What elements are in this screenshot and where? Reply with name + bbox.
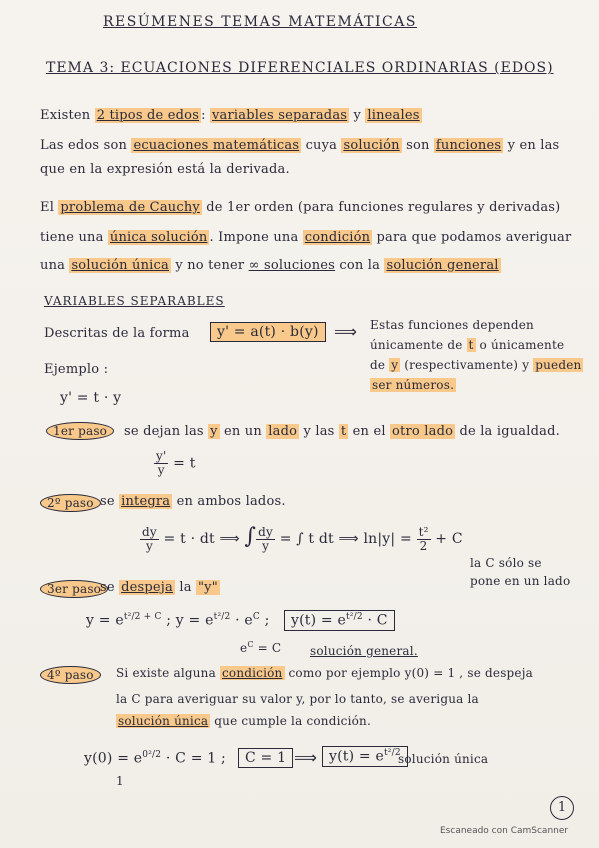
- step-4-text-3: solución única que cumple la condición.: [118, 714, 371, 728]
- form-description: Descritas de la forma: [44, 326, 190, 341]
- example-label: Ejemplo :: [44, 362, 109, 377]
- cauchy-line-1: El problema de Cauchy de 1er orden (para funciones regulares y derivadas): [40, 200, 561, 215]
- step-3-ec: $e^C = C$: [240, 640, 282, 655]
- cauchy-line-3: una solución única y no tener ∞ soluciones con la solución general: [40, 258, 499, 273]
- general-solution-box: $y(t) = e^{t^2/2} \cdot C$: [284, 610, 395, 631]
- implies-arrow: ⟹: [334, 322, 358, 341]
- page-title: RESÚMENES TEMAS MATEMÁTICAS: [103, 14, 417, 30]
- step-4-one: 1: [116, 774, 124, 788]
- step-2-note-2: pone en un lado: [470, 574, 571, 588]
- note-line-2: únicamente de t o únicamente: [370, 338, 565, 352]
- step-4-text-2: la C para averiguar su valor y, por lo tanto, se averigua la: [116, 692, 479, 706]
- step-3-equation: $y = e^{t^2/2 + C}$ ; $y = e^{t^2/2} \cdot e^C$ ;: [86, 612, 270, 629]
- step-3-label: 3er paso: [40, 580, 108, 598]
- unique-solution-label: solución única: [398, 752, 489, 766]
- intro-line-3: que en la expresión está la derivada.: [40, 162, 290, 177]
- step-4-label: 4º paso: [40, 666, 101, 684]
- step-4-arrow: ⟹: [294, 748, 318, 767]
- step-2-note-1: la C sólo se: [470, 556, 542, 570]
- general-solution-label: solución general.: [310, 644, 418, 658]
- unique-solution-box: $y(t) = e^{t^2/2}$: [322, 746, 408, 767]
- constant-box: C = 1: [238, 748, 293, 768]
- step-3-text: se despeja la "y": [100, 580, 218, 595]
- cauchy-line-2: tiene una única solución . Impone una condición para que podamos averiguar: [40, 230, 572, 245]
- note-line-3: de y (respectivamente) y pueden: [370, 358, 582, 372]
- page-number: 1: [550, 796, 574, 820]
- step-2-equation: $\frac{dy}{y}$ = t · dt ⟹ ∫ $\frac{dy}{y}$ = ∫ t dt ⟹ ln|y| = $\frac{\text{t²}}{2}$ + C: [142, 524, 463, 553]
- section-heading: VARIABLES SEPARABLES: [44, 294, 225, 308]
- note-line-1: Estas funciones dependen: [370, 318, 534, 332]
- topic-title: TEMA 3: ECUACIONES DIFERENCIALES ORDINARIAS (EDOS): [46, 60, 554, 76]
- intro-line-2: Las edos son ecuaciones matemáticas cuya solución son funciones y en las: [40, 138, 560, 153]
- scanner-footer: Escaneado con CamScanner: [440, 826, 569, 836]
- general-form-box: y' = a(t) · b(y): [210, 322, 326, 342]
- step-1-equation: $\frac{y'}{y}$ = t: [156, 449, 196, 477]
- step-4-text-1: Si existe alguna condición como por ejemplo y(0) = 1 , se despeja: [116, 666, 534, 680]
- step-1-label: 1er paso: [46, 422, 114, 440]
- note-line-4: ser números.: [372, 378, 455, 392]
- step-2-label: 2º paso: [40, 494, 101, 512]
- step-1-text: se dejan las y en un lado y las t en el otro lado de la igualdad.: [124, 424, 560, 439]
- example-equation: y' = t · y: [60, 390, 122, 406]
- step-4-equation: $y(0) = e^{0^2/2} \cdot C = 1$ ;: [84, 750, 226, 767]
- step-2-text: se integra en ambos lados.: [100, 494, 286, 509]
- intro-line-1: Existen 2 tipos de edos : variables separadas y lineales: [40, 108, 420, 123]
